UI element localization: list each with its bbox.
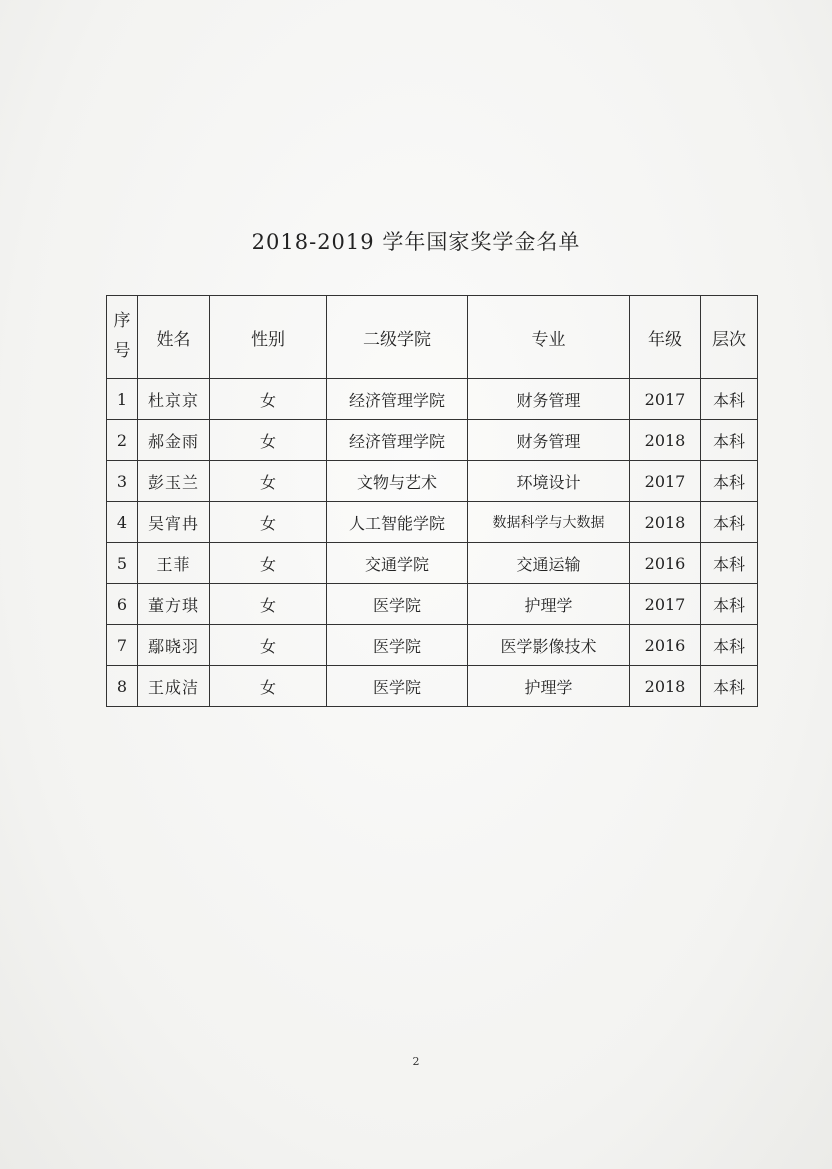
cell-gender: 女 [210,420,327,461]
cell-name: 吴宵冉 [138,502,210,543]
cell-major: 环境设计 [468,461,630,502]
cell-name: 彭玉兰 [138,461,210,502]
table-row [107,543,758,584]
cell-grade: 2016 [630,625,701,666]
header-gender: 性别 [210,296,327,379]
cell-grade: 2016 [630,543,701,584]
cell-level: 本科 [701,461,758,502]
cell-index: 2 [107,420,138,461]
header-name: 姓名 [138,296,210,379]
cell-gender: 女 [210,379,327,420]
header-college: 二级学院 [327,296,468,379]
cell-index: 5 [107,543,138,584]
cell-college: 医学院 [327,584,468,625]
table-row [107,625,758,666]
table-row [107,379,758,420]
cell-name: 董方琪 [138,584,210,625]
cell-name: 杜京京 [138,379,210,420]
header-level: 层次 [701,296,758,379]
cell-college: 文物与艺术 [327,461,468,502]
cell-major: 交通运输 [468,543,630,584]
cell-level: 本科 [701,420,758,461]
cell-gender: 女 [210,584,327,625]
cell-level: 本科 [701,625,758,666]
cell-grade: 2018 [630,420,701,461]
header-major: 专业 [468,296,630,379]
cell-major: 数据科学与大数据 [468,502,630,543]
scholarship-table [106,295,758,707]
cell-index: 8 [107,666,138,707]
cell-name: 王成洁 [138,666,210,707]
cell-major: 财务管理 [468,420,630,461]
cell-college: 交通学院 [327,543,468,584]
cell-index: 7 [107,625,138,666]
cell-grade: 2017 [630,584,701,625]
cell-grade: 2018 [630,502,701,543]
cell-level: 本科 [701,379,758,420]
cell-level: 本科 [701,584,758,625]
cell-name: 鄢晓羽 [138,625,210,666]
cell-name: 郝金雨 [138,420,210,461]
document-title: 2018-2019 学年国家奖学金名单 [251,230,581,254]
table-row [107,666,758,707]
table-header-row [107,296,758,379]
table-row [107,461,758,502]
header-index: 序号 [107,296,138,379]
cell-index: 3 [107,461,138,502]
cell-college: 经济管理学院 [327,379,468,420]
table-row [107,502,758,543]
cell-grade: 2017 [630,379,701,420]
table-row [107,420,758,461]
cell-gender: 女 [210,461,327,502]
cell-index: 4 [107,502,138,543]
cell-major: 财务管理 [468,379,630,420]
cell-index: 6 [107,584,138,625]
cell-grade: 2018 [630,666,701,707]
cell-college: 医学院 [327,625,468,666]
cell-gender: 女 [210,502,327,543]
cell-major: 医学影像技术 [468,625,630,666]
cell-college: 人工智能学院 [327,502,468,543]
cell-name: 王菲 [138,543,210,584]
page-number: 2 [412,1055,420,1068]
cell-gender: 女 [210,625,327,666]
cell-grade: 2017 [630,461,701,502]
cell-gender: 女 [210,543,327,584]
cell-index: 1 [107,379,138,420]
cell-college: 经济管理学院 [327,420,468,461]
header-grade: 年级 [630,296,701,379]
table-row [107,584,758,625]
cell-major: 护理学 [468,584,630,625]
cell-college: 医学院 [327,666,468,707]
cell-major: 护理学 [468,666,630,707]
cell-level: 本科 [701,666,758,707]
cell-level: 本科 [701,502,758,543]
cell-gender: 女 [210,666,327,707]
cell-level: 本科 [701,543,758,584]
